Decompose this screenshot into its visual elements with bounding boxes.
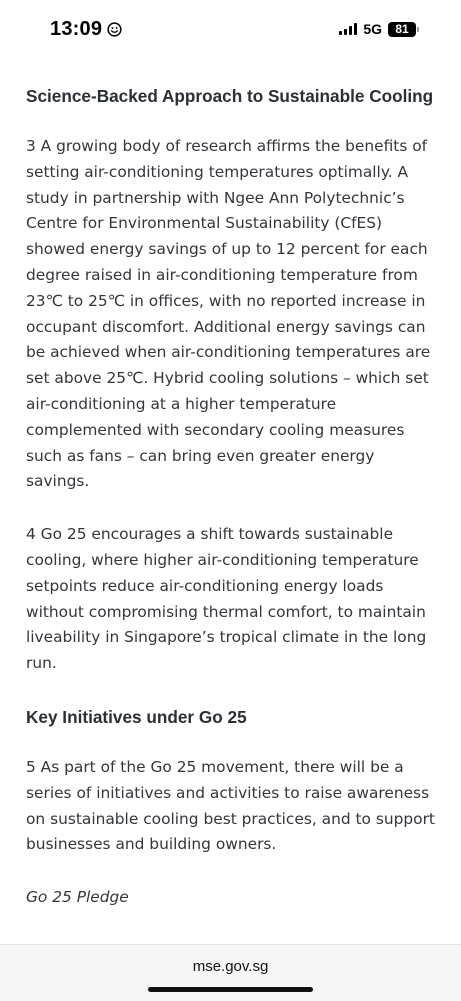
battery-level: 81	[395, 22, 409, 36]
battery-icon	[388, 22, 416, 37]
home-indicator[interactable]	[148, 987, 313, 992]
status-bar	[0, 0, 461, 62]
paragraph-3: 3 A growing body of research affirms the benefits of setting air-conditioning temperatures optimally. A study in partnership with Ngee Ann Polytechnic’s Centre for Environmental Sustainability (CfES) showed energy savings of up to 12 percent for each degree raised in air-conditioning temperature from 23℃ to 25℃ in offices, with no reported increase in occupant discomfort. Additional energy savings can be achieved when air-conditioning temperatures are set above 25℃. Hybrid cooling solutions – which set air-conditioning at a higher temperature complemented with secondary cooling measures such as fans – can bring even greater energy savings.	[26, 137, 431, 491]
network-type: 5G	[363, 21, 382, 37]
section-heading-science: Science-Backed Approach to Sustainable Cooling	[26, 86, 434, 106]
battery-tip	[417, 27, 419, 32]
status-indicators	[339, 21, 419, 37]
paragraph-4: 4 Go 25 encourages a shift towards sustainable cooling, where higher air-conditioning temperature setpoints reduce air-conditioning energy loads without compromising thermal comfort, to maintain liveability in Singapore’s tropical climate in the long run.	[26, 525, 427, 673]
paragraph-5: 5 As part of the Go 25 movement, there will be a series of initiatives and activities to raise awareness on sustainable cooling best practices, and to support businesses and building owners.	[26, 757, 435, 854]
subheading-pledge: Go 25 Pledge	[26, 888, 129, 907]
url-text[interactable]: mse.gov.sg	[192, 958, 269, 975]
article-content	[26, 83, 438, 910]
status-time: 13:09	[50, 18, 103, 40]
section-heading-initiatives: Key Initiatives under Go 25	[26, 706, 247, 727]
signal-strength-icon	[339, 23, 357, 35]
status-time-group	[50, 18, 122, 41]
browser-url-bar[interactable]	[0, 944, 461, 1001]
smiley-icon	[107, 22, 122, 37]
